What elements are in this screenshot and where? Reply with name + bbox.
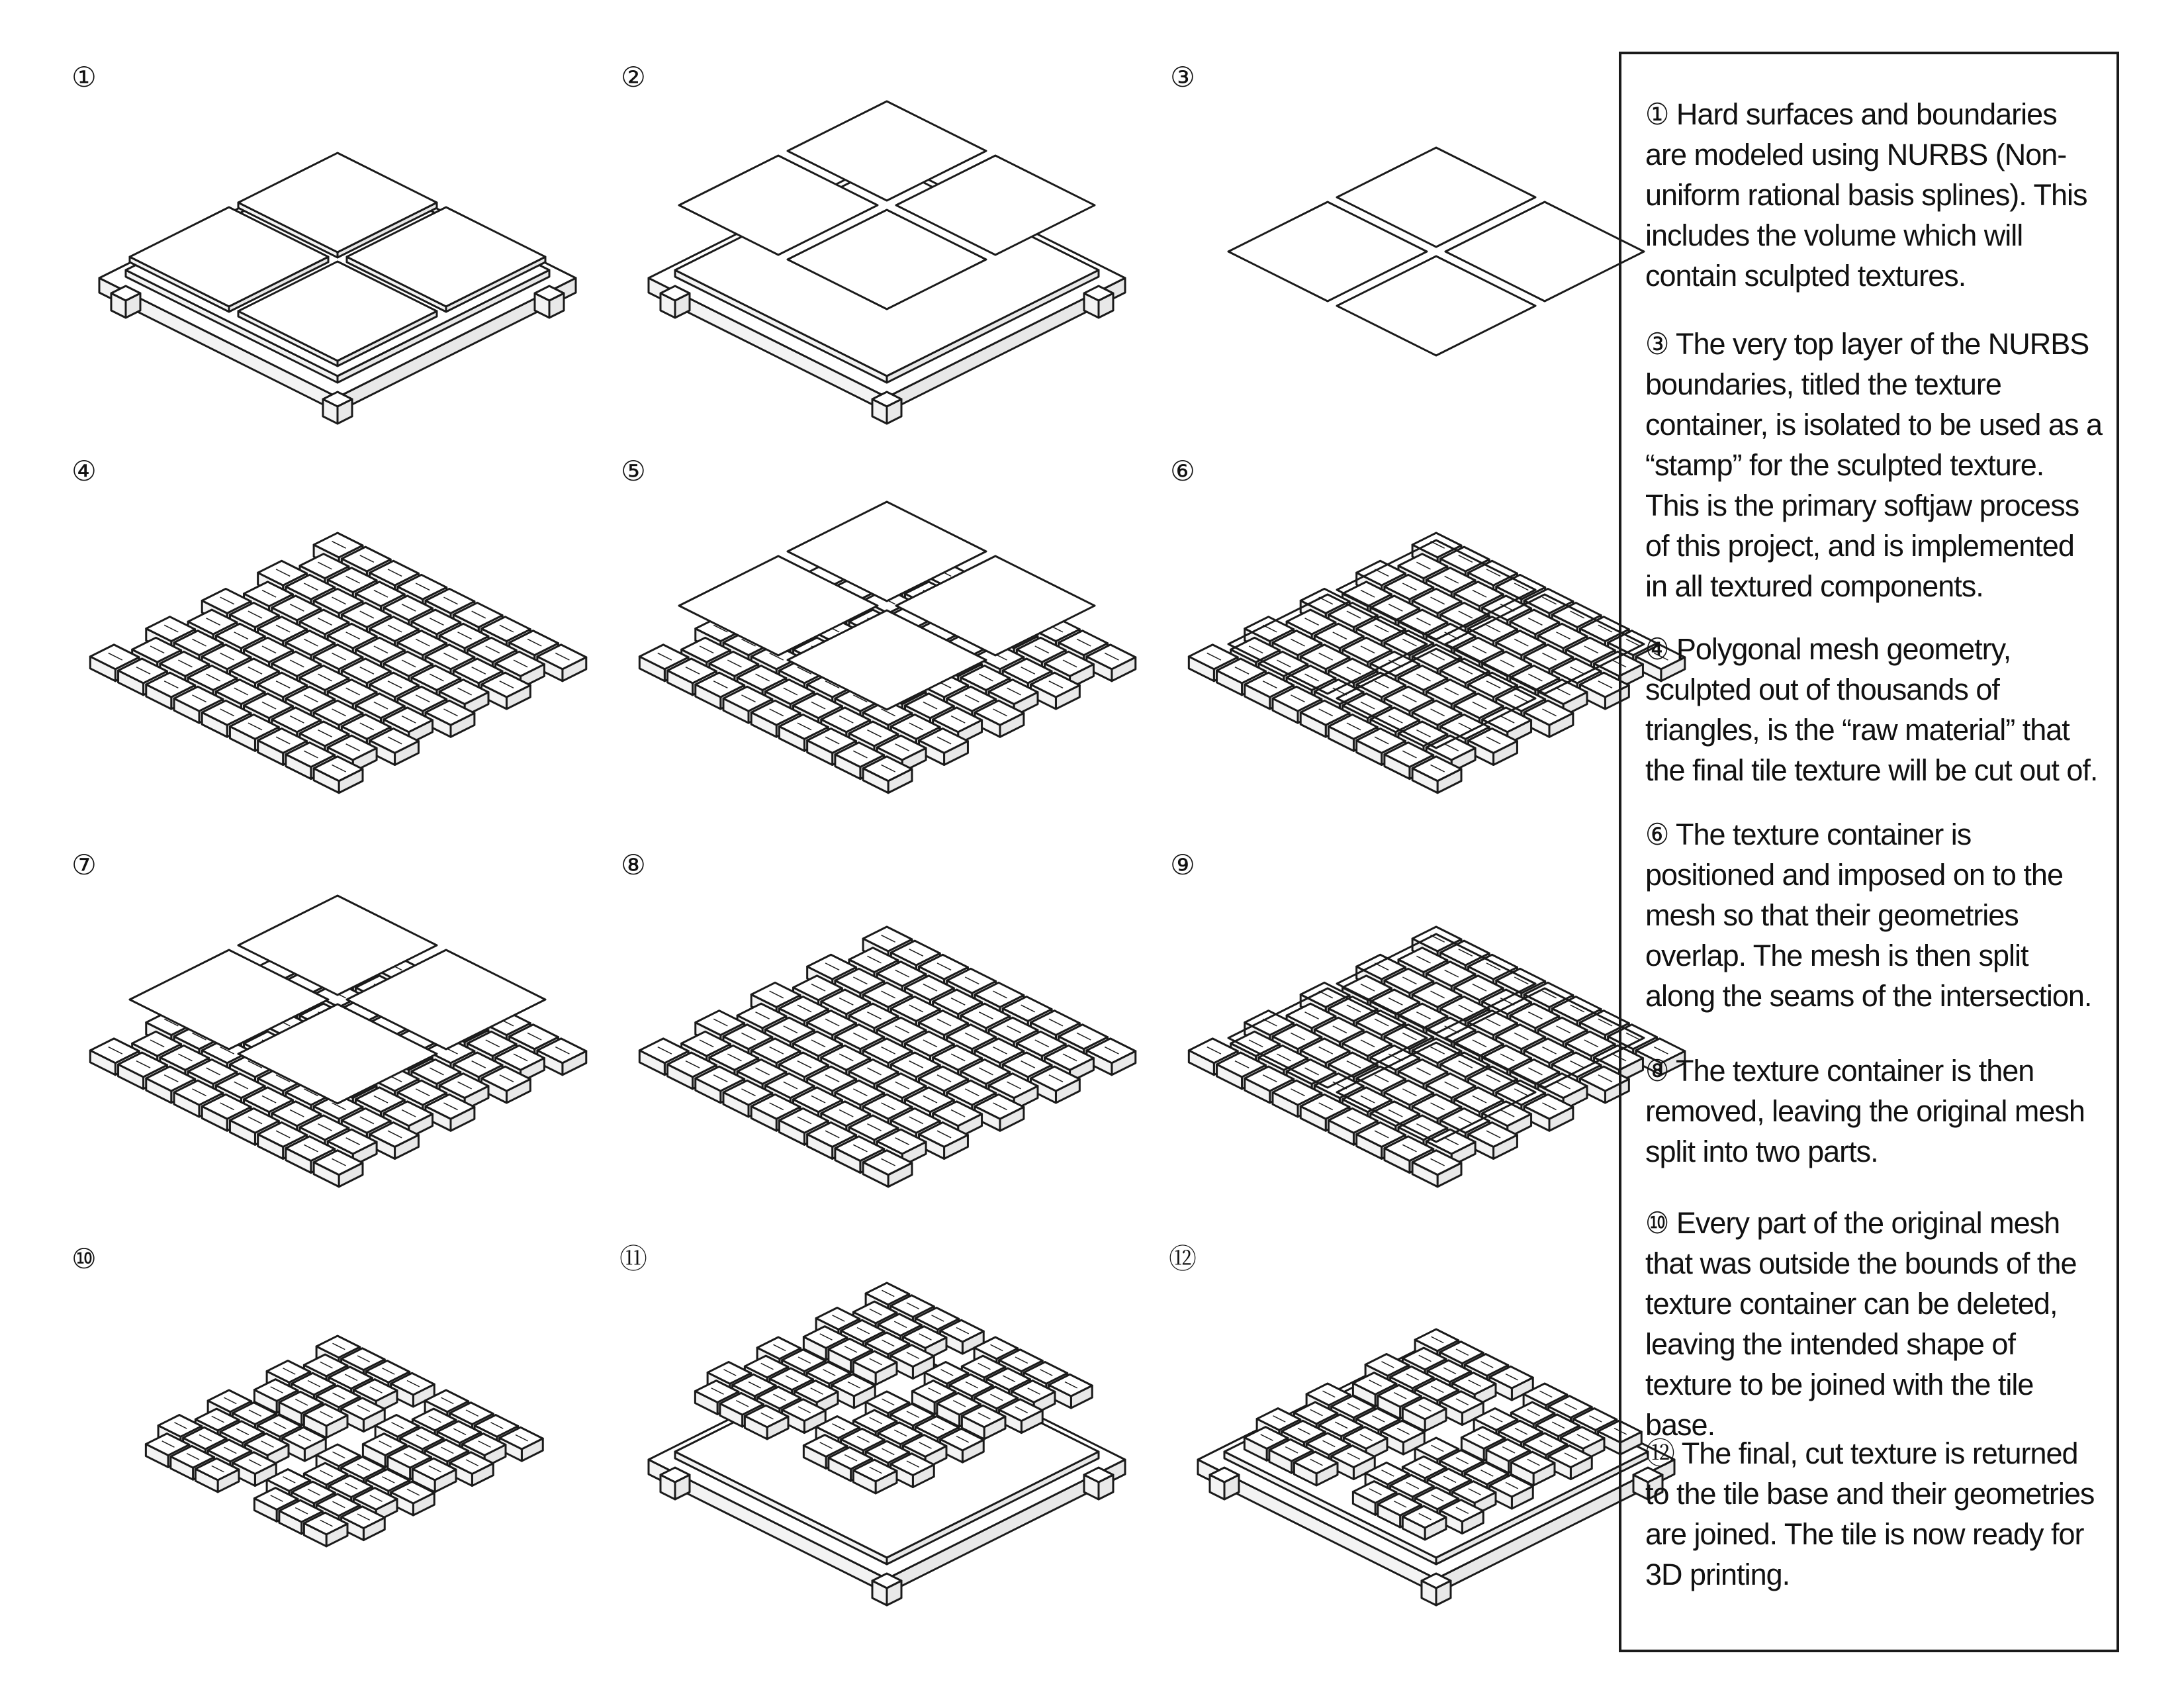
note-step-12: [1645, 1433, 2102, 1595]
step-number: ⑤: [621, 455, 646, 487]
step-number: ③: [1170, 62, 1195, 93]
step-number: ②: [621, 62, 646, 93]
step-10-diagram: [66, 1241, 609, 1632]
note-number: ⑩: [1645, 1206, 1669, 1240]
mesh-with-container-illustration: [615, 453, 1158, 844]
lifted-plates-illustration: [615, 60, 1158, 450]
cut-texture-illustration: [66, 1241, 609, 1632]
description-panel: [1619, 52, 2119, 1652]
note-text: The very top layer of the NURBS boundaries, titled the texture container, is isolated to be used as a “stamp” for the sculpted texture. This is the primary softjaw process of this project, and is implemented in all textured components.: [1645, 327, 2102, 603]
note-step-6: [1645, 814, 2102, 1016]
step-number: ⑥: [1170, 455, 1195, 487]
note-text: The texture container is then removed, leaving the original mesh split into two parts.: [1645, 1054, 2085, 1168]
note-step-10: [1645, 1203, 2102, 1445]
step-2-diagram: [615, 60, 1158, 450]
step-number: ⑦: [71, 849, 97, 880]
step-number: ⑨: [1170, 849, 1195, 880]
step-5-diagram: [615, 453, 1158, 844]
step-number: ⑧: [621, 849, 646, 880]
step-number: ④: [71, 455, 97, 487]
note-step-3: [1645, 324, 2102, 606]
note-number: ⑧: [1645, 1054, 1669, 1088]
note-number: ⑥: [1645, 818, 1669, 851]
note-text: The final, cut texture is returned to the tile base and their geometries are joined. The tile is now ready for 3D printing.: [1645, 1436, 2095, 1591]
note-number: ①: [1645, 97, 1669, 131]
step-11-diagram: [615, 1241, 1158, 1632]
note-step-8: [1645, 1051, 2102, 1172]
step-1-diagram: [66, 60, 609, 450]
note-text: Polygonal mesh geometry, sculpted out of thousands of triangles, is the “raw material” that the final tile texture will be cut out of.: [1645, 632, 2098, 787]
step-4-diagram: [66, 453, 609, 844]
note-step-4: [1645, 629, 2102, 790]
step-number: ⑫: [1168, 1243, 1197, 1274]
base-plates-illustration: [66, 60, 609, 450]
step-number: ①: [71, 62, 97, 93]
mesh-with-container-illustration: [66, 847, 609, 1238]
note-text: The texture container is positioned and imposed on to the mesh so that their geometries overlap. The mesh is then split along the seams of the intersection.: [1645, 818, 2092, 1013]
step-number: ⑩: [71, 1243, 97, 1274]
step-number: ⑪: [619, 1243, 647, 1274]
note-number: ③: [1645, 327, 1669, 361]
note-number: ⑫: [1645, 1436, 1675, 1470]
note-step-1: [1645, 94, 2102, 296]
mesh-illustration: [615, 847, 1158, 1238]
texture-over-base-illustration: [615, 1241, 1158, 1632]
note-text: Every part of the original mesh that was outside the bounds of the texture container can be deleted, leaving the intended shape of texture to be joined with the tile base.: [1645, 1206, 2077, 1442]
mesh-illustration: [66, 453, 609, 844]
step-8-diagram: [615, 847, 1158, 1238]
step-7-diagram: [66, 847, 609, 1238]
note-number: ④: [1645, 632, 1669, 666]
note-text: Hard surfaces and boundaries are modeled using NURBS (Non-uniform rational basis splines). This includes the volume which will contain sculpted textures.: [1645, 97, 2087, 293]
